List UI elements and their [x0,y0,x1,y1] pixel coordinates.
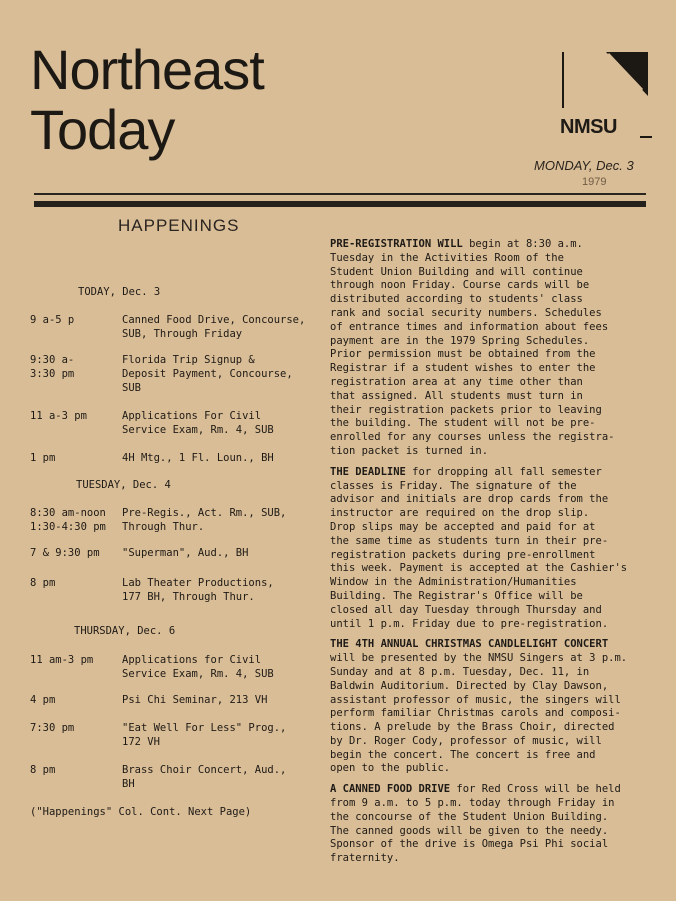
event-time: 7 & 9:30 pm [30,547,100,559]
article [330,783,656,866]
event-row [30,353,320,393]
event-row [30,506,320,546]
event-row [30,313,320,353]
masthead-rule-thick [34,201,646,207]
event-time: 7:30 pm [30,722,75,734]
day-heading: THURSDAY, Dec. 6 [74,625,176,637]
event-description: "Eat Well For Less" Prog., 172 VH [122,722,287,748]
issue-date: MONDAY, Dec. 3 [534,158,634,173]
article-lead: A CANNED FOOD DRIVE [330,783,451,796]
continued-note: ("Happenings" Col. Cont. Next Page) [30,806,252,818]
article [330,466,656,632]
article [330,238,656,459]
day-heading: TODAY, Dec. 3 [78,286,161,298]
event-time: 9 a-5 p [30,314,75,326]
nmsu-logo [556,50,656,140]
masthead-title [30,40,264,160]
event-description: Psi Chi Seminar, 213 VH [122,694,268,706]
triangle-logo-icon [606,52,648,96]
section-heading: HAPPENINGS [118,216,240,235]
article-lead: THE 4TH ANNUAL CHRISTMAS CANDLELIGHT CONCERT [330,638,609,651]
event-row [30,653,320,693]
article-body: begin at 8:30 a.m. Tuesday in the Activities Room of the Student Union Building and will continue through noon Friday. Course cards will be distributed according to students' class rank and social security numbers. Schedules of entrance times and information about fees payment are in the 1979 Spring Schedules. Prior permission must be obtained from the Registrar if a student wishes to enter the registration area at any time other than that assigned. All students must turn in their registration packets prior to leaving the building. The student will not be pre- enrolled for any courses unless the registra- tion packet is turned in. [330,238,615,457]
event-time: 1 pm [30,452,56,464]
logo-vertical-rule [562,52,564,108]
event-description: Applications for Civil Service Exam, Rm. 4, SUB [122,654,274,680]
event-time: 8:30 am-noon 1:30-4:30 pm [30,507,106,533]
event-description: Brass Choir Concert, Aud., BH [122,764,287,790]
article-lead: PRE-REGISTRATION WILL [330,238,463,250]
logo-underline [640,136,652,138]
event-description: Lab Theater Productions, 177 BH, Through Thur. [122,577,274,603]
event-time: 8 pm [30,764,56,776]
event-row [30,409,320,449]
article-body: will be presented by the NMSU Singers at 3 p.m. Sunday and at 8 p.m. Tuesday, Dec. 11, in Baldwin Auditorium. Directed by Clay Dawson, assistant professor of music, the singers will perform familiar Christmas carols and composi- tions. A prelude by the Brass Choir, directed by Dr. Roger Cody, professor of music, will begin the concert. The concert is free and open to the public. [330,652,628,775]
masthead-rule-thin [34,193,646,195]
event-time: 11 a-3 pm [30,410,87,422]
event-description: Canned Food Drive, Concourse, SUB, Through Friday [122,314,306,340]
event-description: Pre-Regis., Act. Rm., SUB, Through Thur. [122,507,287,533]
event-row [30,451,320,491]
event-time: 9:30 a- 3:30 pm [30,354,75,380]
masthead-title-line2: Today [30,98,175,161]
event-time: 4 pm [30,694,56,706]
article [330,638,656,776]
event-description: Applications For Civil Service Exam, Rm. 4, SUB [122,410,274,436]
article-lead: THE DEADLINE [330,465,406,478]
event-description: Florida Trip Signup & Deposit Payment, Concourse, SUB [122,354,293,394]
event-description: "Superman", Aud., BH [122,547,249,559]
announcements-column [330,238,656,873]
event-time: 11 am-3 pm [30,654,94,666]
event-row [30,576,320,616]
event-description: 4H Mtg., 1 Fl. Loun., BH [122,452,274,464]
event-row [30,763,320,803]
article-body: for dropping all fall semester classes is Friday. The signature of the advisor and initials are drop cards from the instructor are required on the drop slip. Drop slips may be accepted and paid for at the same time as students turn in their pre- registration packets during pre-enrollment this week. Payment is accepted at the Cashier's Window in the Administration/Humanities Building. The Registrar's Office will be closed all day Tuesday through Thursday and until 1 p.m. Friday due to pre-registration. [330,465,628,630]
article-body: for Red Cross will be held from 9 a.m. to 5 p.m. today through Friday in the concourse of the Student Union Building. The canned goods will be given to the needy. Sponsor of the drive is Omega Psi Phi social fraternity. [330,783,621,865]
logo-text: NMSU [560,116,617,138]
event-row [30,721,320,761]
issue-year: 1979 [582,176,607,188]
day-heading: TUESDAY, Dec. 4 [76,479,171,491]
masthead-title-line1: Northeast [30,38,264,101]
event-time: 8 pm [30,577,56,589]
